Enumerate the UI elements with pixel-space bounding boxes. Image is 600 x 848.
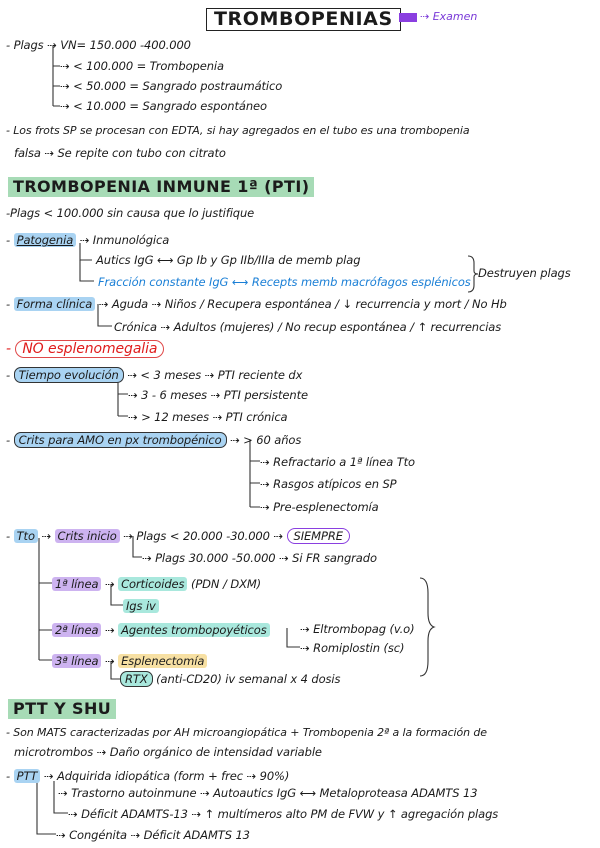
crits-item-2: ⇢ Refractario a 1ª línea Tto <box>260 455 415 469</box>
ptt-trastorno: ⇢ Trastorno autoinmune ⇢ Autoautics IgG ⟷ Metaloproteasa ADAMTS 13 <box>58 786 478 800</box>
esplenectomia: Esplenectomía <box>118 654 207 668</box>
ptt-row: - PTT ⇢ Adquirida idiopática (form + frec ⇢ 90%) <box>6 769 290 783</box>
tto-row: - Tto ⇢ Crits inicio ⇢ Plags < 20.000 -30.000 ⇢ SIEMPRE <box>6 529 350 543</box>
corticoides-extra: (PDN / DXM) <box>190 577 262 591</box>
inicio-plags-2: ⇢ Plags 30.000 -50.000 ⇢ Si FR sangrado <box>142 551 377 565</box>
patogenia-row: - Patogenia ⇢ Inmunológica <box>6 233 170 247</box>
eltrombopag: ⇢ Eltrombopag (v.o) <box>300 622 415 636</box>
tto-label: Tto <box>14 529 38 543</box>
patogenia-fraccion: Fracción constante IgG ⟷ Recepts memb macrófagos esplénicos <box>98 275 471 289</box>
crits-amo-row: - Crits para AMO en px trombopénico ⇢ > 60 años <box>6 433 302 447</box>
patogenia-inmunologica: ⇢ Inmunológica <box>79 233 170 247</box>
plaquetas-row-3: ⇢ < 10.000 = Sangrado espontáneo <box>60 99 267 113</box>
forma-aguda: ⇢ Aguda ⇢ Niños / Recupera espontánea / ↓ recurrencia y mort / No Hb <box>98 297 507 311</box>
rtx: RTX <box>120 671 153 687</box>
edta-line-1: - Los frots SP se procesan con EDTA, si hay agregados en el tubo es una trombopenia <box>6 124 470 137</box>
tiempo-item-2: ⇢ 3 - 6 meses ⇢ PTI persistente <box>128 388 308 402</box>
ptt-congenita: ⇢ Congénita ⇢ Déficit ADAMTS 13 <box>56 828 250 842</box>
linea-2-row: 2ª línea ⇢ Agentes trombopoyéticos <box>52 623 270 637</box>
tiempo-item-3: ⇢ > 12 meses ⇢ PTI crónica <box>128 410 288 424</box>
crits-item-3: ⇢ Rasgos atípicos en SP <box>260 477 397 491</box>
plaquetas-row-1: ⇢ < 100.000 = Trombopenia <box>60 59 224 73</box>
crits-item-4: ⇢ Pre-esplenectomía <box>260 500 379 514</box>
romiplostin: ⇢ Romiplostin (sc) <box>300 641 405 655</box>
rtx-row <box>120 672 340 686</box>
exam-legend-swatch <box>399 13 417 22</box>
corticoides: Corticoides <box>118 577 187 591</box>
ptt-desc-2: microtrombos ⇢ Daño orgánico de intensidad variable <box>14 745 322 759</box>
tiempo-item-1: ⇢ < 3 meses ⇢ PTI reciente dx <box>127 368 303 382</box>
forma-clinica-row: - Forma clínica ⇢ Aguda ⇢ Niños / Recupera espontánea / ↓ recurrencia y mort / No Hb <box>6 297 507 311</box>
linea-3-label: 3ª línea <box>52 654 101 668</box>
linea-3-row: 3ª línea ⇢ Esplenectomía <box>52 654 207 668</box>
linea-2-label: 2ª línea <box>52 623 101 637</box>
plaquetas-row-2: ⇢ < 50.000 = Sangrado postraumático <box>60 79 283 93</box>
ptt-deficit: ⇢ Déficit ADAMTS-13 ⇢ ↑ multímeros alto PM de FVW y ↑ agregación plags <box>68 807 499 821</box>
pti-definition: -Plags < 100.000 sin causa que lo justifique <box>6 206 255 220</box>
patogenia-autics: Autics IgG ⟷ Gp Ib y Gp IIb/IIIa de memb plag <box>96 253 361 267</box>
crits-item-1: ⇢ > 60 años <box>230 433 302 447</box>
no-esplenomegalia-row: - NO esplenomegalia <box>6 340 164 358</box>
siempre-badge: SIEMPRE <box>287 528 350 544</box>
ptt-desc-1: - Son MATS caracterizadas por AH microangiopática + Trombopenia 2ª a la formación de <box>6 726 487 739</box>
forma-cronica: Crónica ⇢ Adultos (mujeres) / No recup espontánea / ↑ recurrencias <box>114 320 502 334</box>
plaquetas-intro: - Plags ⇢ VN= 150.000 -400.000 <box>6 38 191 52</box>
patogenia-label: Patogenia <box>14 233 77 247</box>
crits-inicio-label: Crits inicio <box>55 529 120 543</box>
ptt-adquirida: ⇢ Adquirida idiopática (form + frec ⇢ 90%) <box>43 769 290 783</box>
agentes-trombopoyeticos: Agentes trombopoyéticos <box>118 623 270 637</box>
tiempo-row: - Tiempo evolución ⇢ < 3 meses ⇢ PTI reciente dx <box>6 368 303 382</box>
tiempo-evolucion-label: Tiempo evolución <box>14 367 124 383</box>
destruyen-plags: Destruyen plags <box>478 266 571 280</box>
forma-clinica-label: Forma clínica <box>14 297 96 311</box>
exam-legend-label: ⇢ Examen <box>420 10 478 23</box>
igs-iv: Igs iv <box>123 599 159 613</box>
ptt-label: PTT <box>14 769 41 783</box>
page-title: TROMBOPENIAS <box>206 8 401 31</box>
pti-section-title: TROMBOPENIA INMUNE 1ª (PTI) <box>8 177 314 197</box>
inicio-plags-1: ⇢ Plags < 20.000 -30.000 ⇢ <box>123 529 283 543</box>
igs-row <box>123 599 159 613</box>
linea-1-row: 1ª línea ⇢ Corticoides (PDN / DXM) <box>52 577 261 591</box>
edta-line-2: falsa ⇢ Se repite con tubo con citrato <box>14 146 226 160</box>
ptt-section-title: PTT Y SHU <box>8 699 116 719</box>
crits-amo-label: Crits para AMO en px trombopénico <box>14 432 227 448</box>
no-esplenomegalia: NO esplenomegalia <box>15 340 164 358</box>
linea-1-label: 1ª línea <box>52 577 101 591</box>
rtx-extra: (anti-CD20) iv semanal x 4 dosis <box>156 672 341 686</box>
